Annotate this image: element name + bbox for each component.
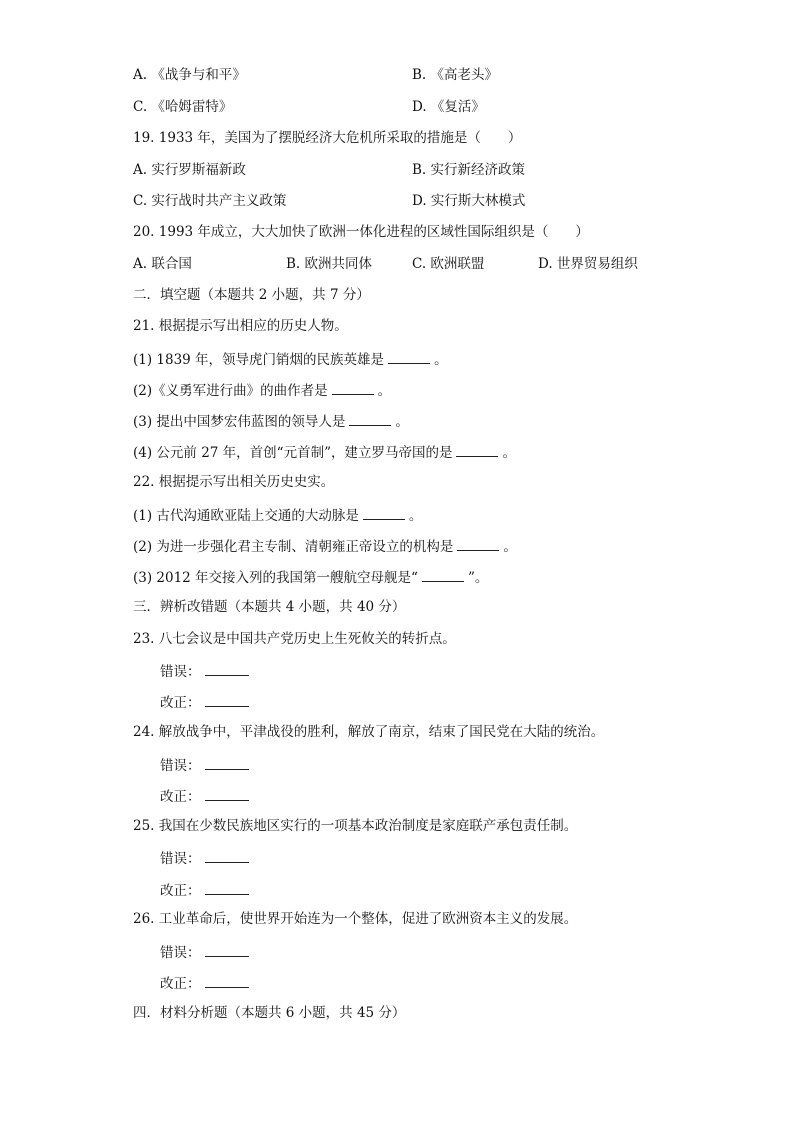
answer-blank[interactable] bbox=[205, 786, 249, 801]
q19-stem: 19. 1933 年，美国为了摆脱经济大危机所采取的措施是（ ） bbox=[133, 130, 522, 146]
q21-item-2-end: 。 bbox=[377, 383, 392, 399]
q22-item-3 bbox=[133, 567, 488, 587]
q20-option-c: C. 欧洲联盟 bbox=[412, 256, 485, 272]
answer-blank[interactable] bbox=[205, 692, 249, 707]
q26-error-row bbox=[160, 942, 253, 962]
q21-item-1 bbox=[133, 349, 448, 369]
section-4-title: 四．材料分析题（本题共 6 小题，共 45 分） bbox=[133, 1005, 406, 1021]
q25-stem: 25. 我国在少数民族地区实行的一项基本政治制度是家庭联产承包责任制。 bbox=[133, 818, 578, 834]
q24-stem: 24. 解放战争中，平津战役的胜利，解放了南京，结束了国民党在大陆的统治。 bbox=[133, 724, 605, 740]
q23-stem: 23. 八七会议是中国共产党历史上生死攸关的转折点。 bbox=[133, 631, 456, 647]
q26-fix-row bbox=[160, 973, 253, 993]
answer-blank[interactable] bbox=[205, 880, 249, 895]
q22-item-1 bbox=[133, 505, 422, 525]
q19-option-b: B. 实行新经济政策 bbox=[412, 162, 526, 178]
fix-label: 改正： bbox=[160, 695, 201, 711]
q23-error-row bbox=[160, 661, 253, 681]
answer-blank[interactable] bbox=[205, 848, 249, 863]
q20-option-b: B. 欧洲共同体 bbox=[286, 256, 373, 272]
q22-item-2 bbox=[133, 536, 517, 556]
fix-label: 改正： bbox=[160, 789, 201, 805]
q25-fix-row bbox=[160, 880, 253, 900]
q18-option-b: B. 《高老头》 bbox=[412, 67, 499, 83]
q22-item-2-text: (2) 为进一步强化君主专制、清朝雍正帝设立的机构是 bbox=[133, 539, 454, 555]
q23-fix-row bbox=[160, 692, 253, 712]
error-label: 错误： bbox=[160, 945, 201, 961]
q25-error-row bbox=[160, 848, 253, 868]
section-3-title: 三．辨析改错题（本题共 4 小题，共 40 分） bbox=[133, 599, 406, 615]
error-label: 错误： bbox=[160, 664, 201, 680]
q22-item-1-text: (1) 古代沟通欧亚陆上交通的大动脉是 bbox=[133, 508, 359, 524]
answer-blank[interactable] bbox=[457, 536, 499, 551]
answer-blank[interactable] bbox=[456, 442, 498, 457]
q21-item-2 bbox=[133, 380, 391, 400]
q21-stem: 21. 根据提示写出相应的历史人物。 bbox=[133, 318, 348, 334]
q21-item-4-text: (4) 公元前 27 年，首创“元首制”，建立罗马帝国的是 bbox=[133, 445, 453, 461]
q21-item-4 bbox=[133, 442, 516, 462]
fix-label: 改正： bbox=[160, 976, 201, 992]
answer-blank[interactable] bbox=[363, 505, 405, 520]
q21-item-3 bbox=[133, 411, 409, 431]
section-2-title: 二．填空题（本题共 2 小题，共 7 分） bbox=[133, 287, 370, 303]
q21-item-1-end: 。 bbox=[434, 352, 448, 368]
q21-item-3-end: 。 bbox=[395, 414, 409, 430]
q22-stem: 22. 根据提示写出相关历史史实。 bbox=[133, 474, 335, 490]
answer-blank[interactable] bbox=[205, 661, 249, 676]
q24-fix-row bbox=[160, 786, 253, 806]
q24-error-row bbox=[160, 755, 253, 775]
q20-stem: 20. 1993 年成立，大大加快了欧洲一体化进程的区域性国际组织是（ ） bbox=[133, 224, 589, 240]
q18-option-c: C. 《哈姆雷特》 bbox=[133, 99, 233, 115]
q21-item-4-end: 。 bbox=[502, 445, 516, 461]
error-label: 错误： bbox=[160, 851, 201, 867]
q22-item-3-text: (3) 2012 年交接入列的我国第一艘航空母舰是“ bbox=[133, 570, 418, 586]
answer-blank[interactable] bbox=[205, 755, 249, 770]
q22-item-3-end: ”。 bbox=[467, 570, 489, 586]
error-label: 错误： bbox=[160, 758, 201, 774]
answer-blank[interactable] bbox=[349, 411, 391, 426]
answer-blank[interactable] bbox=[332, 380, 374, 395]
q18-option-d: D. 《复活》 bbox=[412, 99, 485, 115]
q20-option-d: D. 世界贸易组织 bbox=[538, 256, 638, 272]
q19-option-c: C. 实行战时共产主义政策 bbox=[133, 193, 287, 209]
answer-blank[interactable] bbox=[205, 942, 249, 957]
q21-item-2-text: (2)《义勇军进行曲》的曲作者是 bbox=[133, 383, 328, 399]
q19-option-a: A. 实行罗斯福新政 bbox=[133, 162, 246, 178]
q18-option-a: A. 《战争与和平》 bbox=[133, 67, 246, 83]
fix-label: 改正： bbox=[160, 883, 201, 899]
q22-item-1-end: 。 bbox=[408, 508, 423, 524]
answer-blank[interactable] bbox=[422, 567, 464, 582]
q21-item-3-text: (3) 提出中国梦宏伟蓝图的领导人是 bbox=[133, 414, 346, 430]
q26-stem: 26. 工业革命后，使世界开始连为一个整体，促进了欧洲资本主义的发展。 bbox=[133, 911, 578, 927]
q21-item-1-text: (1) 1839 年，领导虎门销烟的民族英雄是 bbox=[133, 352, 385, 368]
q22-item-2-end: 。 bbox=[503, 539, 517, 555]
answer-blank[interactable] bbox=[205, 973, 249, 988]
q19-option-d: D. 实行斯大林模式 bbox=[412, 193, 526, 209]
q20-option-a: A. 联合国 bbox=[133, 256, 192, 272]
answer-blank[interactable] bbox=[388, 349, 430, 364]
